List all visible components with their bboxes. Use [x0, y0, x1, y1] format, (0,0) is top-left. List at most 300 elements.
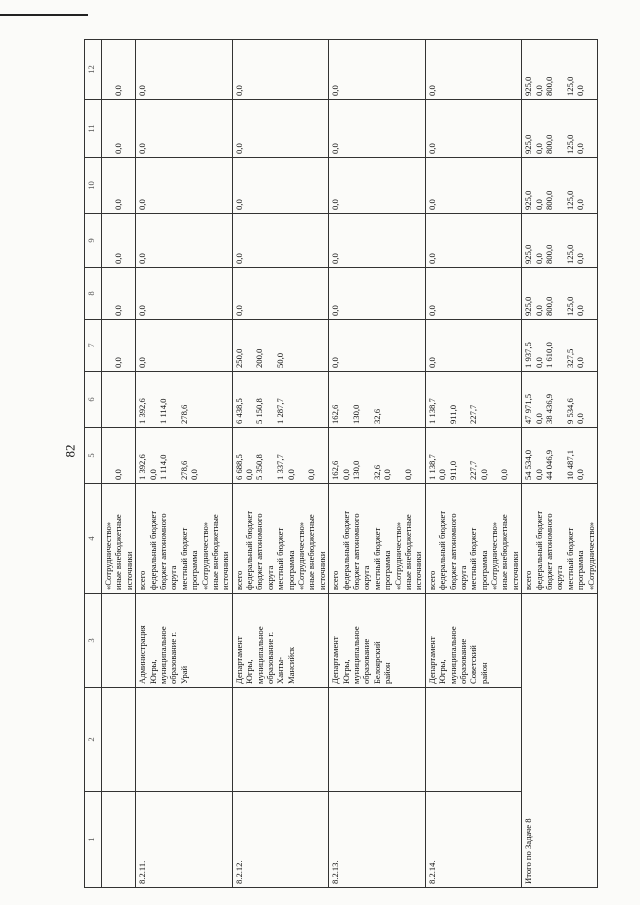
total-value-v6 — [522, 372, 598, 428]
value-cell-v7 — [329, 320, 426, 372]
source-line: источники — [509, 551, 520, 590]
value-line: 6 688,5 — [233, 454, 244, 480]
value-line: 0,0 — [426, 357, 437, 368]
value-line — [458, 431, 468, 480]
value-line: 0,0 — [533, 143, 544, 154]
value-cell-v8 — [425, 268, 522, 320]
value-line: 0,0 — [533, 413, 544, 424]
source-line: программа — [285, 550, 296, 590]
source-line: программа — [478, 550, 489, 590]
value-line: 0,0 — [426, 253, 437, 264]
name-line: Администрация — [137, 625, 148, 684]
source-line: всего — [523, 570, 534, 590]
table-row — [425, 40, 522, 888]
value-line — [341, 375, 351, 424]
value-line: 278,6 — [178, 404, 189, 424]
value-cell-v5 — [329, 428, 426, 484]
value-line: 125,0 — [564, 190, 575, 210]
value-line: 0,0 — [533, 469, 544, 480]
name-line: образование — [361, 638, 372, 684]
source-line: федеральный бюджет — [147, 510, 158, 590]
value-line: 0,0 — [426, 199, 437, 210]
value-line — [458, 375, 468, 424]
name-line: Департамент — [330, 636, 341, 684]
name-line: район — [382, 662, 393, 684]
value-cell-v12 — [232, 40, 329, 100]
value-cell — [102, 428, 136, 484]
value-line: 125,0 — [564, 134, 575, 154]
name-cell — [232, 594, 329, 688]
value-cell-v6 — [136, 372, 233, 428]
value-line — [103, 43, 113, 96]
value-line: 0,0 — [189, 469, 200, 480]
value-line: 0,0 — [113, 143, 124, 154]
name-line: муниципальное — [157, 626, 168, 684]
value-line: 5 350,8 — [254, 454, 265, 480]
value-line: 1 337,7 — [275, 454, 286, 480]
value-line: 1 114,0 — [157, 454, 168, 480]
value-cell-v12 — [425, 40, 522, 100]
value-line: 0,0 — [340, 469, 351, 480]
value-line: 1 392,6 — [137, 454, 148, 480]
budget-table — [84, 39, 598, 888]
col2-cell — [102, 688, 136, 792]
col2-cell — [425, 688, 522, 792]
value-line — [168, 375, 178, 424]
value-line — [296, 431, 306, 480]
value-line: 800,0 — [544, 244, 555, 264]
value-line: 130,0 — [350, 460, 361, 480]
value-line: 0,0 — [137, 305, 148, 316]
value-cell-v6 — [425, 372, 522, 428]
value-line: 0,0 — [233, 199, 244, 210]
source-line: местный бюджет — [564, 527, 575, 590]
value-line: 0,0 — [575, 199, 586, 210]
value-cell-v10 — [136, 158, 233, 214]
value-line: 6 438,5 — [233, 398, 244, 424]
source-line: федеральный бюджет — [533, 510, 544, 590]
source-line: местный бюджет — [275, 527, 286, 590]
name-line: Югры, — [437, 659, 448, 684]
value-line: 0,0 — [426, 85, 437, 96]
value-line: 278,6 — [178, 460, 189, 480]
value-cell-v7 — [136, 320, 233, 372]
name-line: Белоярский — [371, 641, 382, 684]
value-line: 0,0 — [575, 357, 586, 368]
value-line: 125,0 — [564, 244, 575, 264]
value-line: 32,6 — [371, 408, 382, 424]
table-row — [232, 40, 329, 888]
value-cell-v9 — [329, 214, 426, 268]
value-line: 162,6 — [330, 460, 341, 480]
total-value-v12 — [522, 40, 598, 100]
source-line: федеральный бюджет — [437, 510, 448, 590]
value-line: 0,0 — [113, 305, 124, 316]
value-line — [393, 431, 403, 480]
value-line: 0,0 — [575, 413, 586, 424]
source-line: источники — [413, 551, 424, 590]
value-line — [437, 375, 447, 424]
value-line — [361, 431, 371, 480]
value-line — [554, 161, 564, 210]
value-line: 0,0 — [137, 85, 148, 96]
name-line: район — [478, 662, 489, 684]
value-line: 200,0 — [254, 348, 265, 368]
source-line: округа — [457, 565, 468, 590]
source-line: округа — [361, 565, 372, 590]
value-line: 1 287,7 — [275, 398, 286, 424]
value-line: 800,0 — [544, 190, 555, 210]
name-cell — [136, 594, 233, 688]
column-number-10: 10 — [85, 158, 102, 214]
value-line — [244, 375, 254, 424]
source-line: иные внебюджетные — [402, 514, 413, 590]
value-line: 0,0 — [533, 253, 544, 264]
value-line — [244, 323, 254, 368]
source-line: всего — [426, 570, 437, 590]
value-line: 0,0 — [330, 199, 341, 210]
value-line — [103, 323, 113, 368]
table-row — [329, 40, 426, 888]
code-cell: 8.2.14. — [425, 792, 522, 888]
code-cell — [102, 792, 136, 888]
value-line — [554, 375, 564, 424]
source-line: федеральный бюджет — [244, 510, 255, 590]
value-line: 1 114,0 — [157, 398, 168, 424]
header-row — [85, 40, 102, 888]
source-line: «Сотрудничество» — [296, 521, 307, 590]
total-value-v5 — [522, 428, 598, 484]
value-line — [148, 375, 158, 424]
source-line: бюджет автономного — [544, 513, 555, 590]
value-line: 0,0 — [113, 85, 124, 96]
value-line — [103, 217, 113, 264]
value-line: 0,0 — [402, 469, 413, 480]
value-line: 911,0 — [447, 460, 458, 480]
value-line — [103, 431, 113, 480]
value-line: 0,0 — [575, 85, 586, 96]
value-line: 1 138,7 — [426, 454, 437, 480]
source-line: источники — [316, 551, 327, 590]
value-line — [265, 431, 275, 480]
column-number-4: 4 — [85, 484, 102, 594]
name-line: Мансийск — [285, 646, 296, 684]
name-line: муниципальное — [254, 626, 265, 684]
column-number-11: 11 — [85, 100, 102, 158]
value-line: 0,0 — [533, 357, 544, 368]
value-line: 925,0 — [523, 190, 534, 210]
value-cell-v8 — [136, 268, 233, 320]
value-line: 911,0 — [447, 404, 458, 424]
col2-cell — [329, 688, 426, 792]
value-line: 5 150,8 — [254, 398, 265, 424]
sources-cell — [102, 484, 136, 594]
value-line: 800,0 — [544, 296, 555, 316]
value-line: 0,0 — [330, 143, 341, 154]
source-line: «Сотрудничество» — [489, 521, 500, 590]
value-line: 0,0 — [499, 469, 510, 480]
source-line: всего — [330, 570, 341, 590]
value-cell-v6 — [329, 372, 426, 428]
name-line: Югры, — [244, 659, 255, 684]
value-line: 1 937,5 — [523, 342, 534, 368]
column-number-2: 2 — [85, 688, 102, 792]
value-line — [489, 431, 499, 480]
value-line: 125,0 — [564, 296, 575, 316]
value-line — [554, 431, 564, 480]
value-cell-v8 — [329, 268, 426, 320]
source-line: «Сотрудничество» — [103, 521, 113, 590]
sources-cell — [522, 484, 598, 594]
value-line — [103, 271, 113, 316]
source-line: местный бюджет — [468, 527, 479, 590]
value-line — [265, 323, 275, 368]
value-line: 9 534,6 — [564, 398, 575, 424]
table-row — [136, 40, 233, 888]
sources-cell — [232, 484, 329, 594]
total-row — [522, 40, 598, 888]
value-line — [168, 431, 178, 480]
value-cell — [102, 320, 136, 372]
value-cell — [102, 268, 136, 320]
top-rule — [0, 14, 88, 16]
value-line: 1 610,0 — [544, 342, 555, 368]
value-line: 10 487,1 — [564, 449, 575, 480]
value-cell — [102, 158, 136, 214]
source-line: всего — [233, 570, 244, 590]
name-cell — [329, 594, 426, 688]
value-line: 44 046,9 — [544, 449, 555, 480]
value-cell-v12 — [329, 40, 426, 100]
name-cell — [102, 594, 136, 688]
name-line: муниципальное — [447, 626, 458, 684]
value-cell-v11 — [329, 100, 426, 158]
value-line: 925,0 — [523, 134, 534, 154]
value-line: 0,0 — [233, 253, 244, 264]
value-line — [113, 375, 123, 424]
column-number-8: 8 — [85, 268, 102, 320]
value-cell-v10 — [425, 158, 522, 214]
value-line: 47 971,5 — [523, 393, 534, 424]
value-cell-v5 — [136, 428, 233, 484]
source-line: бюджет автономного — [157, 513, 168, 590]
value-cell-v11 — [425, 100, 522, 158]
total-value-v11 — [522, 100, 598, 158]
source-line: всего — [137, 570, 148, 590]
value-line: 0,0 — [426, 305, 437, 316]
source-line: бюджет автономного — [350, 513, 361, 590]
value-line: 0,0 — [233, 305, 244, 316]
total-value-v10 — [522, 158, 598, 214]
value-cell — [102, 100, 136, 158]
column-number-12: 12 — [85, 40, 102, 100]
name-line: Департамент — [426, 636, 437, 684]
column-number-5: 5 — [85, 428, 102, 484]
value-cell-v10 — [232, 158, 329, 214]
value-line: 227,7 — [468, 460, 479, 480]
value-line: 250,0 — [233, 348, 244, 368]
name-cell — [425, 594, 522, 688]
source-line: округа — [554, 565, 565, 590]
source-line: местный бюджет — [178, 527, 189, 590]
source-line: программа — [382, 550, 393, 590]
value-cell-v8 — [232, 268, 329, 320]
source-line: источники — [220, 551, 231, 590]
total-value-v7 — [522, 320, 598, 372]
value-line: 925,0 — [523, 244, 534, 264]
value-line: 227,7 — [468, 404, 479, 424]
value-line — [554, 271, 564, 316]
value-line — [361, 375, 371, 424]
source-line: округа — [168, 565, 179, 590]
value-line: 0,0 — [233, 143, 244, 154]
name-line: Югры, — [340, 659, 351, 684]
value-cell — [102, 40, 136, 100]
value-line: 50,0 — [275, 352, 286, 368]
value-cell-v11 — [136, 100, 233, 158]
source-line: округа — [264, 565, 275, 590]
value-line — [103, 375, 113, 424]
name-line: Советский — [468, 645, 479, 684]
value-line: 0,0 — [113, 253, 124, 264]
source-line: «Сотрудничество» — [392, 521, 403, 590]
sources-cell — [136, 484, 233, 594]
value-cell-v5 — [425, 428, 522, 484]
source-line: «Сотрудничество» — [585, 521, 596, 590]
value-line — [554, 217, 564, 264]
source-line: программа — [575, 550, 586, 590]
value-line: 162,6 — [330, 404, 341, 424]
value-line: 0,0 — [113, 469, 124, 480]
value-line: 1 138,7 — [426, 398, 437, 424]
value-line: 800,0 — [544, 76, 555, 96]
column-number-9: 9 — [85, 214, 102, 268]
value-cell-v11 — [232, 100, 329, 158]
sources-cell — [329, 484, 426, 594]
value-cell-v9 — [136, 214, 233, 268]
value-line: 38 436,9 — [544, 393, 555, 424]
name-line: Югры, — [147, 659, 158, 684]
source-line: иные внебюджетные — [209, 514, 220, 590]
value-line: 0,0 — [575, 253, 586, 264]
value-line: 0,0 — [137, 143, 148, 154]
value-line: 800,0 — [544, 134, 555, 154]
value-line: 925,0 — [523, 296, 534, 316]
value-line: 1 392,6 — [137, 398, 148, 424]
value-cell — [102, 214, 136, 268]
value-line: 0,0 — [533, 85, 544, 96]
value-line — [103, 103, 113, 154]
source-line: иные внебюджетные — [113, 514, 124, 590]
source-line: «Сотрудничество» — [199, 521, 210, 590]
value-line: 54 534,0 — [523, 449, 534, 480]
source-line: иные внебюджетные — [499, 514, 510, 590]
value-line: 0,0 — [137, 357, 148, 368]
value-cell-v10 — [329, 158, 426, 214]
value-cell-v9 — [425, 214, 522, 268]
value-line: 130,0 — [350, 404, 361, 424]
value-cell-v7 — [232, 320, 329, 372]
source-line: иные внебюджетные — [306, 514, 317, 590]
value-line: 0,0 — [478, 469, 489, 480]
value-cell-v7 — [425, 320, 522, 372]
name-line: образование — [457, 638, 468, 684]
value-cell-v12 — [136, 40, 233, 100]
name-line: Департамент — [233, 636, 244, 684]
value-cell-v9 — [232, 214, 329, 268]
name-line: образование г. — [168, 631, 179, 684]
value-line: 0,0 — [575, 143, 586, 154]
code-cell: 8.2.12. — [232, 792, 329, 888]
source-line: программа — [189, 550, 200, 590]
value-line: 125,0 — [564, 76, 575, 96]
code-cell: 8.2.13. — [329, 792, 426, 888]
column-number-6: 6 — [85, 372, 102, 428]
continued-row — [102, 40, 136, 888]
code-cell: 8.2.11. — [136, 792, 233, 888]
value-line: 0,0 — [330, 253, 341, 264]
name-line: образование г. — [264, 631, 275, 684]
budget-table-rotated — [84, 40, 624, 888]
sources-cell — [425, 484, 522, 594]
value-line: 0,0 — [137, 253, 148, 264]
value-line: 0,0 — [533, 199, 544, 210]
value-line: 0,0 — [244, 469, 255, 480]
value-line: 0,0 — [147, 469, 158, 480]
column-number-3: 3 — [85, 594, 102, 688]
value-line: 0,0 — [330, 357, 341, 368]
col2-cell — [136, 688, 233, 792]
value-line: 327,5 — [564, 348, 575, 368]
table-body — [102, 40, 598, 888]
value-line: 0,0 — [285, 469, 296, 480]
value-line: 0,0 — [233, 85, 244, 96]
value-line: 0,0 — [575, 305, 586, 316]
value-line: 0,0 — [330, 85, 341, 96]
value-line — [554, 323, 564, 368]
col2-cell — [232, 688, 329, 792]
total-value-v9 — [522, 214, 598, 268]
value-line — [554, 103, 564, 154]
source-line: бюджет автономного — [254, 513, 265, 590]
value-line: 0,0 — [306, 469, 317, 480]
value-line: 0,0 — [330, 305, 341, 316]
value-line: 0,0 — [382, 469, 393, 480]
value-cell — [102, 372, 136, 428]
value-line — [103, 161, 113, 210]
value-line: 0,0 — [437, 469, 448, 480]
value-cell-v6 — [232, 372, 329, 428]
source-line: местный бюджет — [371, 527, 382, 590]
column-number-1: 1 — [85, 792, 102, 888]
value-line: 925,0 — [523, 76, 534, 96]
column-number-7: 7 — [85, 320, 102, 372]
value-line: 0,0 — [533, 305, 544, 316]
value-line: 0,0 — [426, 143, 437, 154]
source-line: федеральный бюджет — [340, 510, 351, 590]
value-line: 0,0 — [137, 199, 148, 210]
value-line: 0,0 — [113, 199, 124, 210]
name-line: Ханты- — [275, 656, 286, 684]
name-line: Урай — [178, 665, 189, 684]
source-line: бюджет автономного — [447, 513, 458, 590]
value-line: 0,0 — [575, 469, 586, 480]
source-line: источники — [123, 551, 134, 590]
value-line — [265, 375, 275, 424]
name-line: муниципальное — [351, 626, 362, 684]
total-value-v8 — [522, 268, 598, 320]
page-number: 82 — [62, 444, 78, 458]
